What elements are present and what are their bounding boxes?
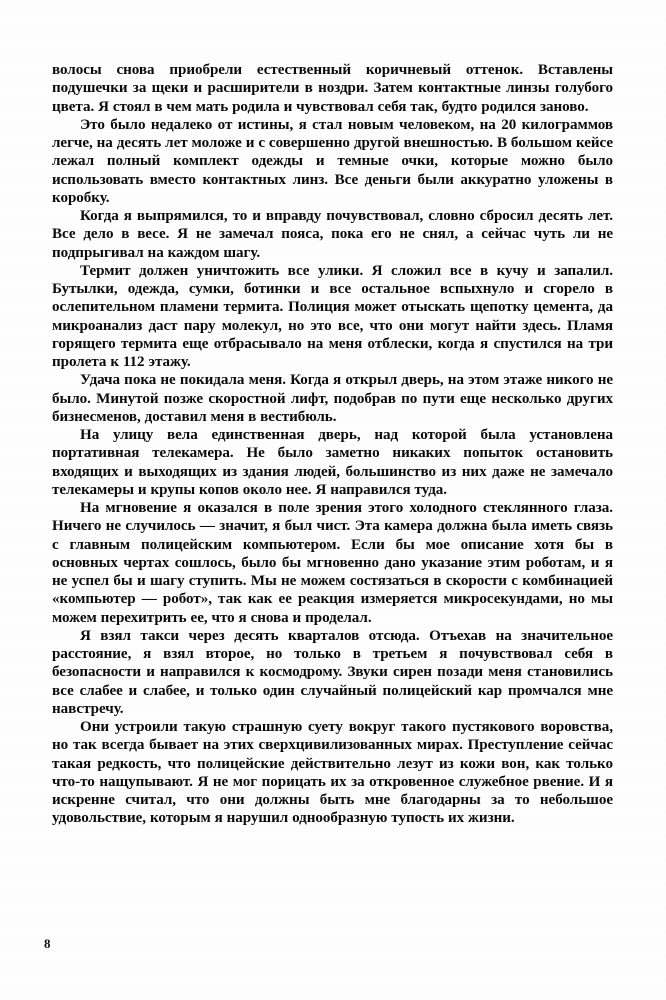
- paragraph: волосы снова приобрели естественный коричневый оттенок. Вставлены подушечки за щеки и расширители в ноздри. Затем контактные линзы голубого цвета. Я стоял в чем мать родила и чувствовал себя так, будто родился заново.: [52, 62, 613, 115]
- paragraph: Это было недалеко от истины, я стал новым человеком, на 20 килограммов легче, на десять лет моложе и с совершенно другой внешностью. В большом кейсе лежал полный комплект одежды и темные очки, которые можно было использовать вместо контактных линз. Все деньги были аккуратно уложены в коробку.: [52, 116, 613, 206]
- paragraph: Они устроили такую страшную суету вокруг такого пустякового воровства, но так всегда бывает на этих сверхцивилизованных мирах. Преступление сейчас такая редкость, что полицейские действительно лезут из кожи вон, как только что-то нащупывают. Я не мог порицать их за откровенное служебное рвение. И я искренне считал, что они должны быть мне благодарны за то небольшое удовольствие, которым я нарушил однообразную тупость их жизни.: [52, 719, 613, 827]
- paragraph: Удача пока не покидала меня. Когда я открыл дверь, на этом этаже никого не было. Минутой позже скоростной лифт, подобрав по пути еще несколько других бизнесменов, доставил меня в вестибюль.: [52, 372, 613, 425]
- paragraph: На мгновение я оказался в поле зрения этого холодного стеклянного глаза. Ничего не случилось — значит, я был чист. Эта камера должна была иметь связь с главным полицейским компьютером. Если бы мое описание хотя бы в основных чертах сошлось, было бы мгновенно дано указание этим роботам, и я не успел бы и шагу ступить. Мы не можем состязаться в скорости с комбинацией «компьютер — робот», так как ее реакция измеряется микросекундами, но мы можем перехитрить ее, что я снова и проделал.: [52, 500, 613, 626]
- paragraph: Термит должен уничтожить все улики. Я сложил все в кучу и запалил. Бутылки, одежда, сумки, ботинки и все остальное вспыхнуло и сгорело в ослепительном пламени термита. Полиция может отыскать щепотку цемента, да микроанализ даст пару молекул, но это все, что они могут найти здесь. Пламя горящего термита еще отбрасывало на меня отблески, когда я спустился на три пролета к 112 этажу.: [52, 262, 613, 370]
- paragraph: Когда я выпрямился, то и вправду почувствовал, словно сбросил десять лет. Все дело в весе. Я не замечал пояса, пока его не снял, а сейчас чуть ли не подпрыгивал на каждом шагу.: [52, 208, 613, 261]
- paragraph: На улицу вела единственная дверь, над которой была установлена портативная телекамера. Не было заметно никаких попыток остановить входящих и выходящих из здания людей, большинство из них даже не замечало телекамеры и крупы копов около нее. Я направился туда.: [52, 427, 613, 498]
- page-number: 8: [44, 936, 51, 951]
- page-text-column: [52, 61, 613, 828]
- paragraph: Я взял такси через десять кварталов отсюда. Отъехав на значительное расстояние, я взял второе, но только в третьем я почувствовал себя в безопасности и направился к космодрому. Звуки сирен позади меня становились все слабее и слабее, и только один случайный полицейский кар промчался мне навстречу.: [52, 627, 613, 717]
